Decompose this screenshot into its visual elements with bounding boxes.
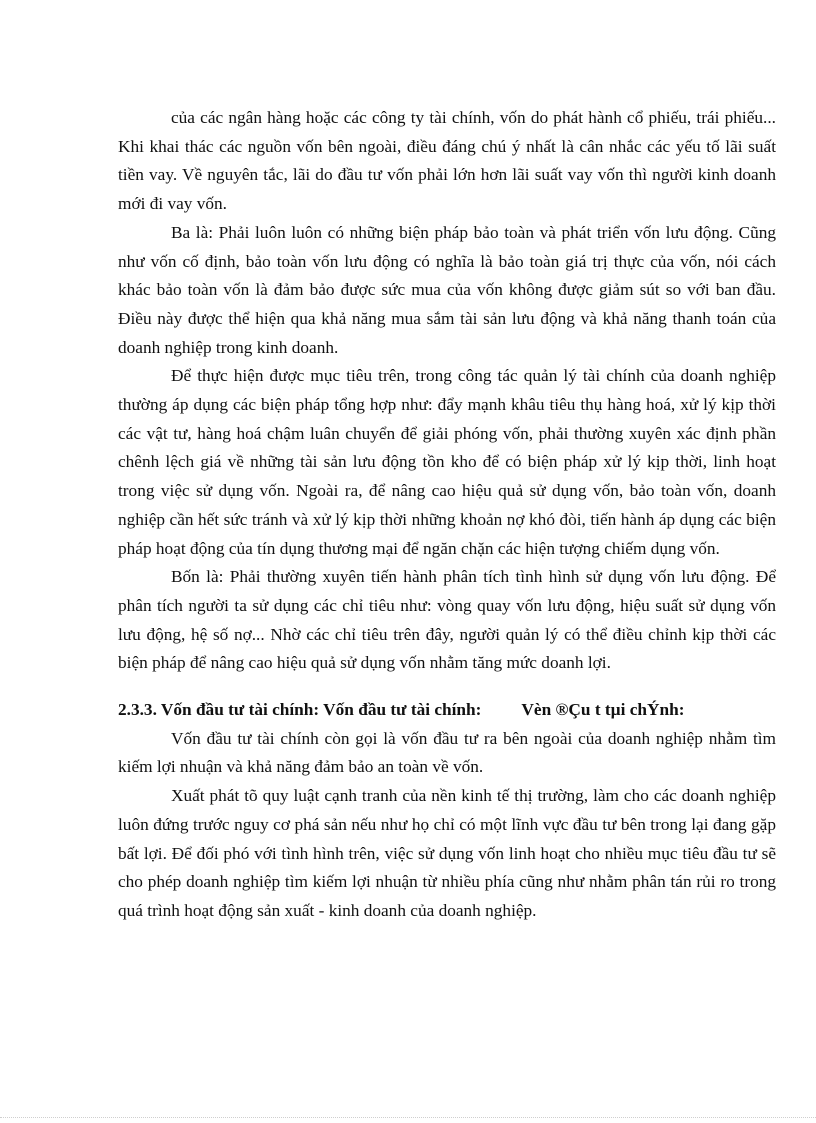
section-heading-garbled-text: Vèn ®Çu t tµi chÝnh: <box>521 700 685 720</box>
paragraph-continuation: của các ngân hàng hoặc các công ty tài chính, vốn do phát hành cổ phiếu, trái phiếu... Khi khai thác các nguồn vốn bên ngoài, điều đáng chú ý nhất là cân nhắc các yếu tố lãi suất tiền vay. Về nguyên tắc, lãi do đầu tư vốn phải lớn hơn lãi suất vay vốn thì người kinh doanh mới đi vay vốn. <box>118 108 776 214</box>
paragraph-bon-la: Bốn là: Phải thường xuyên tiến hành phân tích tình hình sử dụng vốn lưu động. Để phân tích người ta sử dụng các chỉ tiêu như: vòng quay vốn lưu động, hiệu suất sử dụng vốn lưu động, hệ số nợ... Nhờ các chỉ tiêu trên đây, người quản lý có thể điều chỉnh kịp thời các biện pháp để nâng cao hiệu quả sử dụng vốn nhằm tăng mức doanh lợi. <box>118 567 776 673</box>
paragraph-competition: Xuất phát tõ quy luật cạnh tranh của nền kinh tế thị trường, làm cho các doanh nghiệp luôn đứng trước nguy cơ phá sản nếu như họ chỉ có một lĩnh vực đầu tư bên trong lại đang gặp bất lợi. Để đối phó với tình hình trên, việc sử dụng vốn linh hoạt cho nhiều mục tiêu đầu tư sẽ cho phép doanh nghiệp tìm kiếm lợi nhuận từ nhiều phía cũng như nhằm phân tán rủi ro trong quá trình hoạt động sản xuất - kinh doanh của doanh nghiệp. <box>118 786 776 920</box>
document-body <box>118 104 776 926</box>
section-heading-2-3-3 <box>118 696 776 725</box>
paragraph-definition: Vốn đầu tư tài chính còn gọi là vốn đầu tư ra bên ngoài của doanh nghiệp nhằm tìm kiếm lợi nhuận và khả năng đảm bảo an toàn về vốn. <box>118 728 776 777</box>
paragraph-ba-la: Ba là: Phải luôn luôn có những biện pháp bảo toàn và phát triển vốn lưu động. Cũng như vốn cố định, bảo toàn vốn lưu động có nghĩa là bảo toàn giá trị thực của vốn, nói cách khác bảo toàn vốn là đảm bảo được sức mua của vốn không được giảm sút so với ban đầu. Điều này được thể hiện qua khả năng mua sắm tài sản lưu động và khả năng thanh toán của doanh nghiệp trong kinh doanh. <box>118 222 776 357</box>
section-heading-text: 2.3.3. Vốn đầu tư tài chính: Vốn đầu tư tài chính: <box>118 700 482 720</box>
paragraph-measures: Để thực hiện được mục tiêu trên, trong công tác quản lý tài chính của doanh nghiệp thường áp dụng các biện pháp tổng hợp như: đẩy mạnh khâu tiêu thụ hàng hoá, xử lý kịp thời các vật tư, hàng hoá chậm luân chuyển để giải phóng vốn, phải thường xuyên xác định phần chênh lệch giá về những tài sản lưu động tồn kho để có biện pháp xử lý kịp thời, linh hoạt trong việc sử dụng vốn. Ngoài ra, để nâng cao hiệu quả sử dụng vốn, bảo toàn vốn, doanh nghiệp cần hết sức tránh và xử lý kịp thời những khoản nợ khó đòi, tiến hành áp dụng các biện pháp hoạt động của tín dụng thương mại để ngăn chặn các hiện tượng chiếm dụng vốn. <box>118 366 776 558</box>
page-bottom-border <box>0 1117 816 1118</box>
